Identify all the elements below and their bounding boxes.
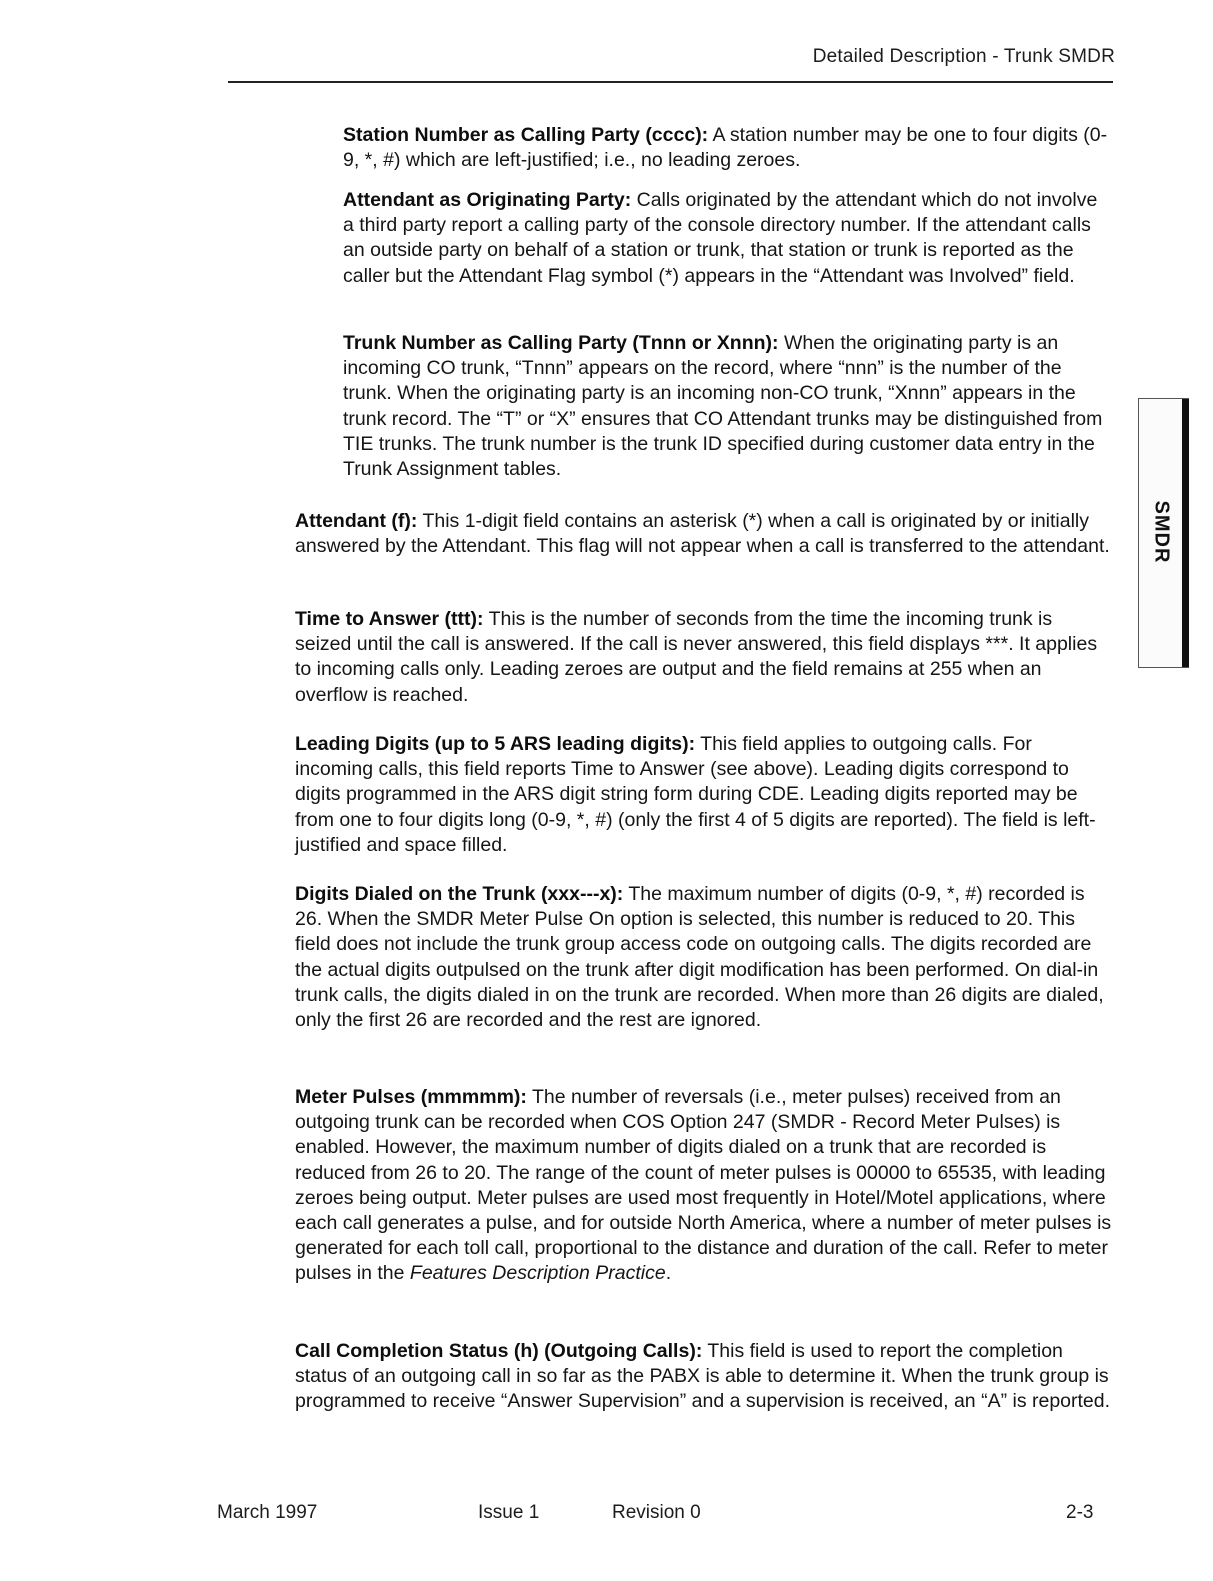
body: The maximum number of digits (0-9, *, #) recorded is 26. When the SMDR Meter Pulse On option is selected, this number is reduced to 20. This field does not include the trunk group access code on outgoing calls. The digits recorded are the actual digits outpulsed on the trunk after digit modification has been performed. On dial-in trunk calls, the digits dialed in on the trunk are recorded. When more than 26 digits are dialed, only the first 26 are recorded and the rest are ignored. [295, 883, 1104, 1032]
body: A station number may be one to four digits (0-9, *, #) which are left-justified; i.e., no leading zeroes. [343, 124, 1108, 172]
term: Attendant (f): [295, 510, 418, 532]
body: When the originating party is an incoming CO trunk, “Tnnn” appears on the record, where “nnn” is the number of the trunk. When the originating party is an incoming non-CO trunk, “Xnnn” appears in the trunk record. The “T” or “X” ensures that CO Attendant trunks may be distinguished from TIE trunks. The trunk number is the trunk ID specified during customer data entry in the Trunk Assignment tables. [343, 332, 1103, 481]
footer-issue: Issue 1 [478, 1502, 540, 1523]
term: Meter Pulses (mmmmm): [295, 1086, 527, 1108]
body: This 1-digit field contains an asterisk (*) when a call is originated by or initially answered by the Attendant. This flag will not appear when a call is transferred to the attendant. [295, 510, 1110, 558]
body: The number of reversals (i.e., meter pulses) received from an outgoing trunk can be recorded when COS Option 247 (SMDR - Record Meter Pulses) is enabled. However, the maximum number of digits dialed on a trunk that are recorded is reduced from 26 to 20. The range of the count of meter pulses is 00000 to 65535, with leading zeroes being output. Meter pulses are used most frequently in Hotel/Motel applications, where each call generates a pulse, and for outside North America, where a number of meter pulses is generated for each toll call, proportional to the distance and duration of the call. Refer to meter pulses in the [295, 1086, 1112, 1285]
header-title: Detailed Description - Trunk SMDR [812, 46, 1115, 67]
tab-label: SMDR [1150, 500, 1173, 564]
term: Station Number as Calling Party (cccc): [343, 124, 709, 146]
reference-title: Features Description Practice [409, 1262, 666, 1285]
para-trunk-number [343, 331, 1109, 482]
body: Calls originated by the attendant which do not involve a third party report a calling party of the console directory number. If the attendant calls an outside party on behalf of a station or trunk, that station or trunk is reported as the caller but the Attendant Flag symbol (*) appears in the “Attendant was Involved” field. [343, 189, 1098, 287]
term: Attendant as Originating Party: [343, 189, 632, 211]
para-station-number [343, 123, 1109, 173]
term: Digits Dialed on the Trunk (xxx---x): [295, 883, 624, 905]
para-attendant-originating [343, 188, 1109, 289]
term: Trunk Number as Calling Party (Tnnn or Xnnn): [343, 332, 779, 354]
para-call-completion [295, 1339, 1113, 1415]
footer-revision: Revision 0 [612, 1502, 701, 1523]
term: Time to Answer (ttt): [295, 608, 484, 630]
body: This is the number of seconds from the time the incoming trunk is seized until the call is answered. If the call is never answered, this field displays ***. It applies to incoming calls only. Leading zeroes are output and the field remains at 255 when an overflow is reached. [295, 608, 1098, 706]
para-digits-dialed [295, 882, 1113, 1033]
term: Leading Digits (up to 5 ARS leading digits): [295, 733, 696, 755]
tab-edge-bar [1182, 399, 1189, 667]
para-meter-pulses [295, 1085, 1113, 1287]
body: This field is used to report the completion status of an outgoing call in so far as the PABX is able to determine it. When the trunk group is programmed to receive “Answer Supervision” and a supervision is received, an “A” is reported. [295, 1340, 1111, 1413]
footer-page-number: 2-3 [1066, 1502, 1094, 1523]
para-time-to-answer [295, 607, 1113, 708]
body-tail: . [665, 1262, 672, 1285]
header-rule [228, 81, 1113, 83]
term: Call Completion Status (h) (Outgoing Calls): [295, 1340, 703, 1362]
body: This field applies to outgoing calls. For incoming calls, this field reports Time to Answer (see above). Leading digits correspond to digits programmed in the ARS digit string form during CDE. Leading digits reported may be from one to four digits long (0-9, *, #) (only the first 4 of 5 digits are reported). The field is left-justified and space filled. [295, 733, 1096, 856]
para-leading-digits [295, 732, 1113, 858]
para-attendant-flag [295, 509, 1113, 559]
smdr-section-tab [1138, 398, 1189, 668]
footer-date: March 1997 [217, 1502, 318, 1523]
